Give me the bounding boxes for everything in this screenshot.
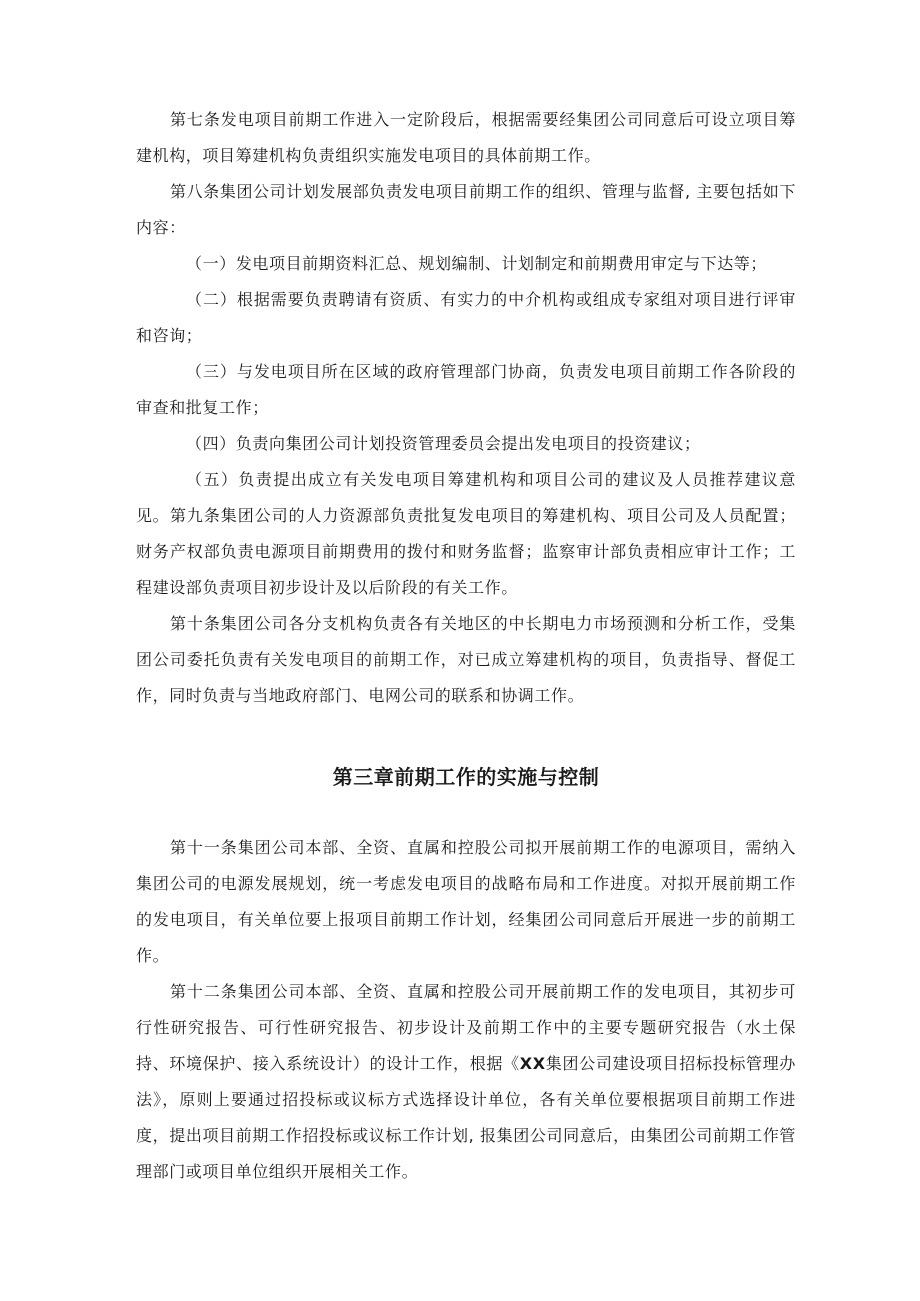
article-8-item-2: （二）根据需要负责聘请有资质、有实力的中介机构或组成专家组对项目进行评审和咨询； bbox=[136, 290, 796, 345]
article-8-item-5: （五）负责提出成立有关发电项目筹建机构和项目公司的建议及人员推荐建议意见。 bbox=[136, 470, 796, 525]
article-8-item-4: （四）负责向集团公司计划投资管理委员会提出发电项目的投资建议； bbox=[186, 434, 701, 453]
article-10-paragraph: 第十条集团公司各分支机构负责各有关地区的中长期电力市场预测和分析工作，受集团公司委托负责有关发电项目的前期工作，对已成立筹建机构的项目，负责指导、督促工作，同时负责与当地政府部门、电网公司的联系和协调工作。 bbox=[136, 614, 796, 705]
chapter-title: 第三章前期工作的实施与控制 bbox=[332, 765, 600, 789]
article-9-paragraph: 第九条集团公司的人力资源部负责批复发电项目的筹建机构、项目公司及人员配置；财务产权部负责电源项目前期费用的拨付和财务监督；监察审计部负责相应审计工作；工程建设部负责项目初步设计及以后阶段的有关工作。 bbox=[136, 506, 796, 597]
article-8-item-3: （三）与发电项目所在区域的政府管理部门协商，负责发电项目前期工作各阶段的审查和批复工作； bbox=[136, 362, 796, 417]
article-8-item-1: （一）发电项目前期资料汇总、规划编制、计划制定和前期费用审定与下达等； bbox=[186, 254, 768, 273]
article-12-text-part-1: 第十二条集团公司本部、全资、直属和控股公司开展前期工作的发电项目，其初步可行性研究报告、可行性研究报告、初步设计及前期工作中的主要专题研究报告（水土保持、环境保护、接入系统设计）的设计工作，根据《 bbox=[136, 982, 796, 1073]
article-12-bold-xx: XX bbox=[519, 1054, 546, 1073]
article-11-paragraph: 第十一条集团公司本部、全资、直属和控股公司拟开展前期工作的电源项目，需纳入集团公司的电源发展规划，统一考虑发电项目的战略布局和工作进度。对拟开展前期工作的发电项目，有关单位要上报项目前期工作计划，经集团公司同意后开展进一步的前期工作。 bbox=[136, 838, 796, 965]
article-12-paragraph bbox=[136, 974, 796, 1190]
article-8-paragraph: 第八条集团公司计划发展部负责发电项目前期工作的组织、管理与监督, 主要包括如下内容： bbox=[136, 182, 796, 237]
article-12-text-part-2: 集团公司建设项目招标投标管理办法》，原则上要通过招投标或议标方式选择设计单位，各有关单位要根据项目前期工作进度，提出项目前期工作招投标或议标工作计划, 报集团公司同意后，由集团公司前期工作管理部门或项目单位组织开展相关工作。 bbox=[136, 1054, 796, 1181]
article-7-paragraph: 第七条发电项目前期工作进入一定阶段后，根据需要经集团公司同意后可设立项目筹建机构，项目筹建机构负责组织实施发电项目的具体前期工作。 bbox=[136, 110, 796, 165]
